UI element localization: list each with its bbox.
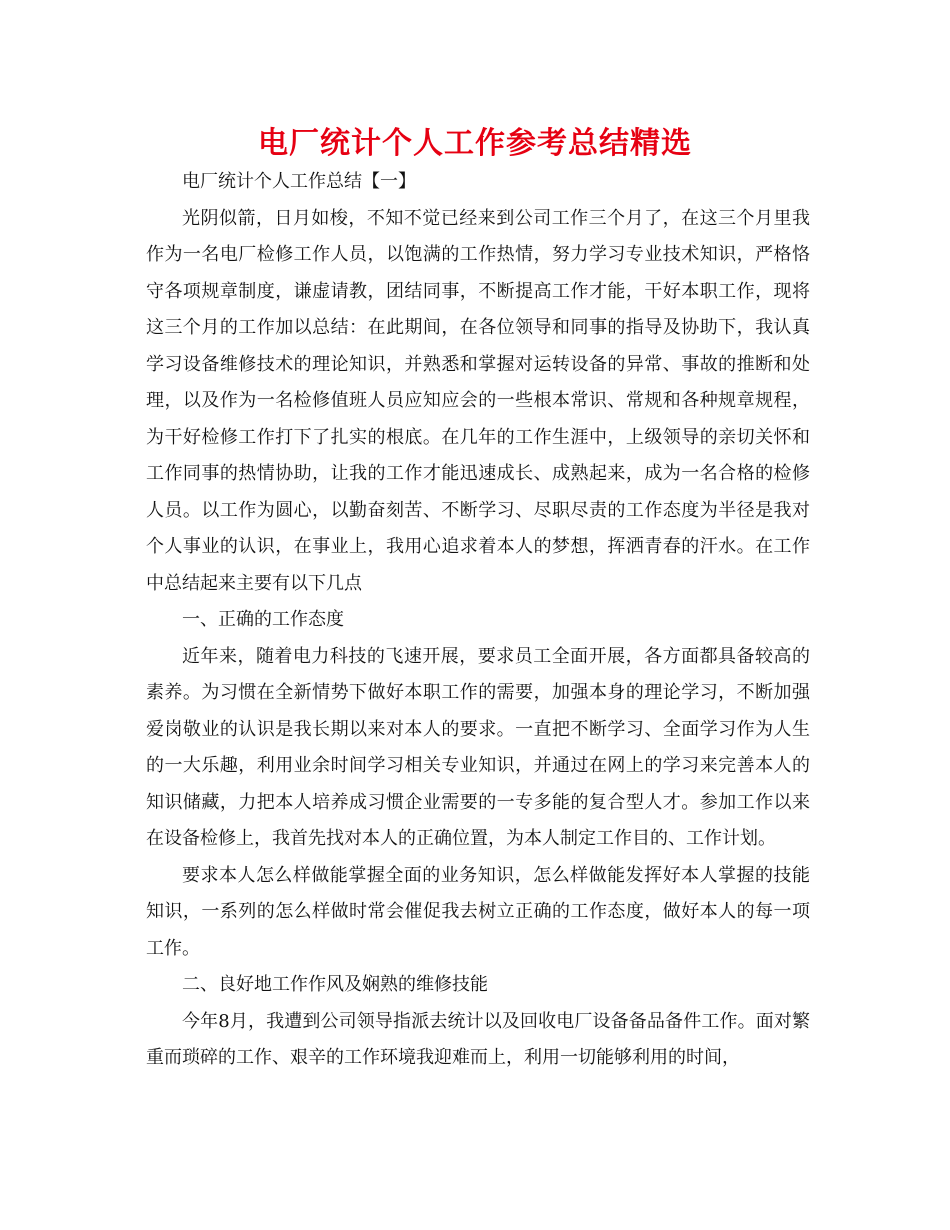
document-body — [146, 164, 810, 1077]
subheading-work-style: 二、良好地工作作风及娴熟的维修技能 — [182, 974, 488, 995]
subheading-attitude: 一、正确的工作态度 — [182, 609, 344, 630]
paragraph-august: 今年8月，我遭到公司领导指派去统计以及回收电厂设备备品备件工作。面对繁重而琐碎的工作、艰辛的工作环境我迎难而上，利用一切能够利用的时间， — [146, 1010, 810, 1068]
paragraph-requirements: 要求本人怎么样做能掌握全面的业务知识，怎么样做能发挥好本人掌握的技能知识，一系列的怎么样做时常会催促我去树立正确的工作态度，做好本人的每一项工作。 — [146, 864, 810, 959]
document-title: 电厂统计个人工作参考总结精选 — [258, 126, 692, 161]
paragraph-intro: 光阴似箭，日月如梭，不知不觉已经来到公司工作三个月了，在这三个月里我作为一名电厂检修工作人员，以饱满的工作热情，努力学习专业技术知识，严格恪守各项规章制度，谦虚请教，团结同事，不断提高工作才能，干好本职工作，现将这三个月的工作加以总结：在此期间，在各位领导和同事的指导及协助下，我认真学习设备维修技术的理论知识，并熟悉和掌握对运转设备的异常、事故的推断和处理，以及作为一名检修值班人员应知应会的一些根本常识、常规和各种规章规程，为干好检修工作打下了扎实的根底。在几年的工作生涯中，上级领导的亲切关怀和工作同事的热情协助，让我的工作才能迅速成长、成熟起来，成为一名合格的检修人员。以工作为圆心，以勤奋刻苦、不断学习、尽职尽责的工作态度为半径是我对个人事业的认识，在事业上，我用心追求着本人的梦想，挥洒青春的汗水。在工作中总结起来主要有以下几点 — [146, 207, 810, 594]
section-heading-1: 电厂统计个人工作总结【一】 — [182, 171, 416, 192]
paragraph-attitude: 近年来，随着电力科技的飞速开展，要求员工全面开展，各方面都具备较高的素养。为习惯在全新情势下做好本职工作的需要，加强本身的理论学习，不断加强爱岗敬业的认识是我长期以来对本人的要求。一直把不断学习、全面学习作为人生的一大乐趣，利用业余时间学习相关专业知识，并通过在网上的学习来完善本人的知识储藏，力把本人培养成习惯企业需要的一专多能的复合型人才。参加工作以来在设备检修上，我首先找对本人的正确位置，为本人制定工作目的、工作计划。 — [146, 645, 810, 849]
